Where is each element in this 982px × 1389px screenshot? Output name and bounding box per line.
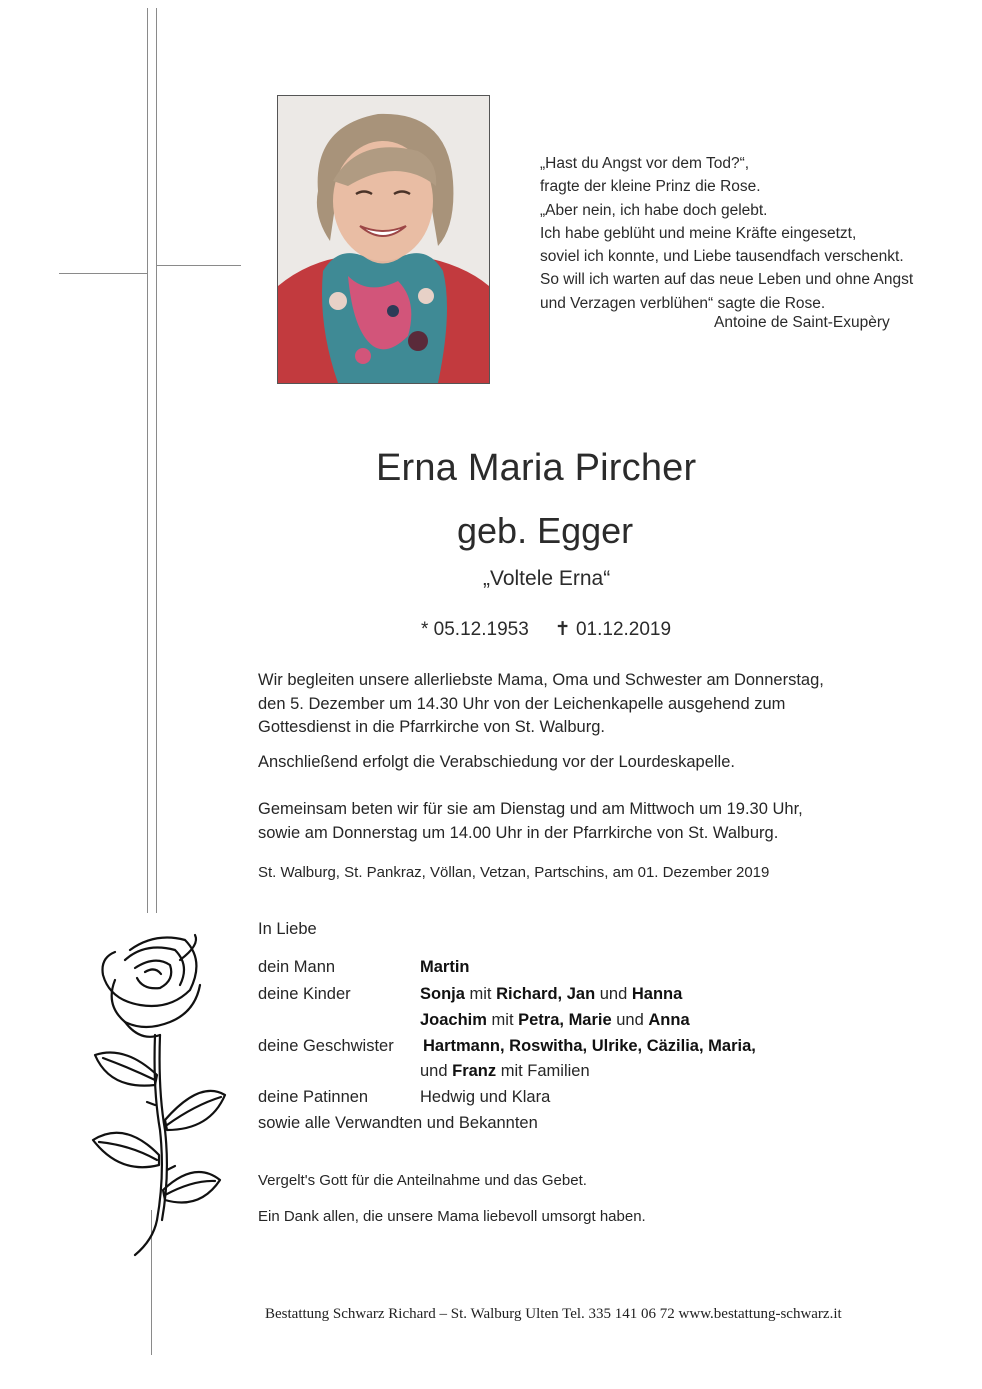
child-family: Sonja mit Richard, Jan und Hanna [420, 985, 683, 1003]
quote [540, 152, 960, 315]
siblings-names-continued: und Franz mit Familien [420, 1062, 590, 1080]
quote-author: Antoine de Saint-Exupèry [714, 314, 890, 331]
funeral-home-footer: Bestattung Schwarz Richard – St. Walburg Ulten Tel. 335 141 06 72 www.bestattung-schwarz.it [265, 1306, 842, 1322]
rose-icon [85, 930, 235, 1260]
place-date: St. Walburg, St. Pankraz, Völlan, Vetzan, Partschins, am 01. Dezember 2019 [258, 864, 770, 881]
husband-label: dein Mann [258, 958, 336, 976]
children-label: deine Kinder [258, 985, 351, 1003]
cross-horizontal-line-left [59, 273, 148, 274]
funeral-announcement [258, 669, 824, 740]
announcement-line: Wir begleiten unsere allerliebste Mama, Oma und Schwester am Donnerstag, [258, 671, 824, 689]
husband-name: Martin [420, 958, 470, 976]
life-dates [421, 618, 671, 641]
deceased-name: Erna Maria Pircher [376, 447, 697, 489]
thanks-line: Ein Dank allen, die unsere Mama liebevoll umsorgt haben. [258, 1208, 646, 1225]
maiden-name: geb. Egger [457, 510, 634, 551]
relatives-line: sowie alle Verwandten und Bekannten [258, 1114, 538, 1132]
cross-vertical-line-left [147, 8, 148, 913]
nickname: „Voltele Erna“ [483, 567, 611, 590]
godmothers-label: deine Patinnen [258, 1088, 369, 1106]
child-family: Joachim mit Petra, Marie und Anna [420, 1011, 690, 1029]
prayer-line: sowie am Donnerstag um 14.00 Uhr in der Pfarrkirche von St. Walburg. [258, 823, 779, 842]
portrait-illustration [278, 96, 489, 383]
prayer-line: Gemeinsam beten wir für sie am Dienstag und am Mittwoch um 19.30 Uhr, [258, 800, 803, 818]
godmothers-names: Hedwig und Klara [420, 1088, 551, 1106]
quote-line: und Verzagen verblühen“ sagte die Rose. [540, 294, 826, 312]
announcement-line: den 5. Dezember um 14.30 Uhr von der Leichenkapelle ausgehend zum [258, 694, 786, 713]
quote-line: Ich habe geblüht und meine Kräfte eingesetzt, [540, 224, 857, 242]
announcement-line: Gottesdienst in die Pfarrkirche von St. Walburg. [258, 718, 605, 736]
quote-line: So will ich warten auf das neue Leben und ohne Angst [540, 271, 914, 289]
siblings-label: deine Geschwister [258, 1037, 394, 1055]
mourners-intro: In Liebe [258, 920, 317, 938]
cross-vertical-line-right [156, 8, 157, 913]
quote-line: fragte der kleine Prinz die Rose. [540, 178, 761, 196]
cross-horizontal-line-right [157, 265, 241, 266]
quote-line: soviel ich konnte, und Liebe tausendfach verschenkt. [540, 248, 904, 266]
siblings-names: Hartmann, Roswitha, Ulrike, Cäzilia, Maria, [423, 1037, 756, 1055]
portrait-photo [277, 95, 490, 384]
quote-line: „Aber nein, ich habe doch gelebt. [540, 201, 768, 219]
birth-date: * 05.12.1953 [421, 619, 529, 640]
farewell-note: Anschließend erfolgt die Verabschiedung vor der Lourdeskapelle. [258, 753, 735, 771]
prayer-schedule [258, 798, 803, 845]
quote-line: „Hast du Angst vor dem Tod?“, [540, 155, 750, 172]
death-date: ✝ 01.12.2019 [554, 619, 672, 640]
thanks-line: Vergelt's Gott für die Anteilnahme und das Gebet. [258, 1172, 587, 1189]
